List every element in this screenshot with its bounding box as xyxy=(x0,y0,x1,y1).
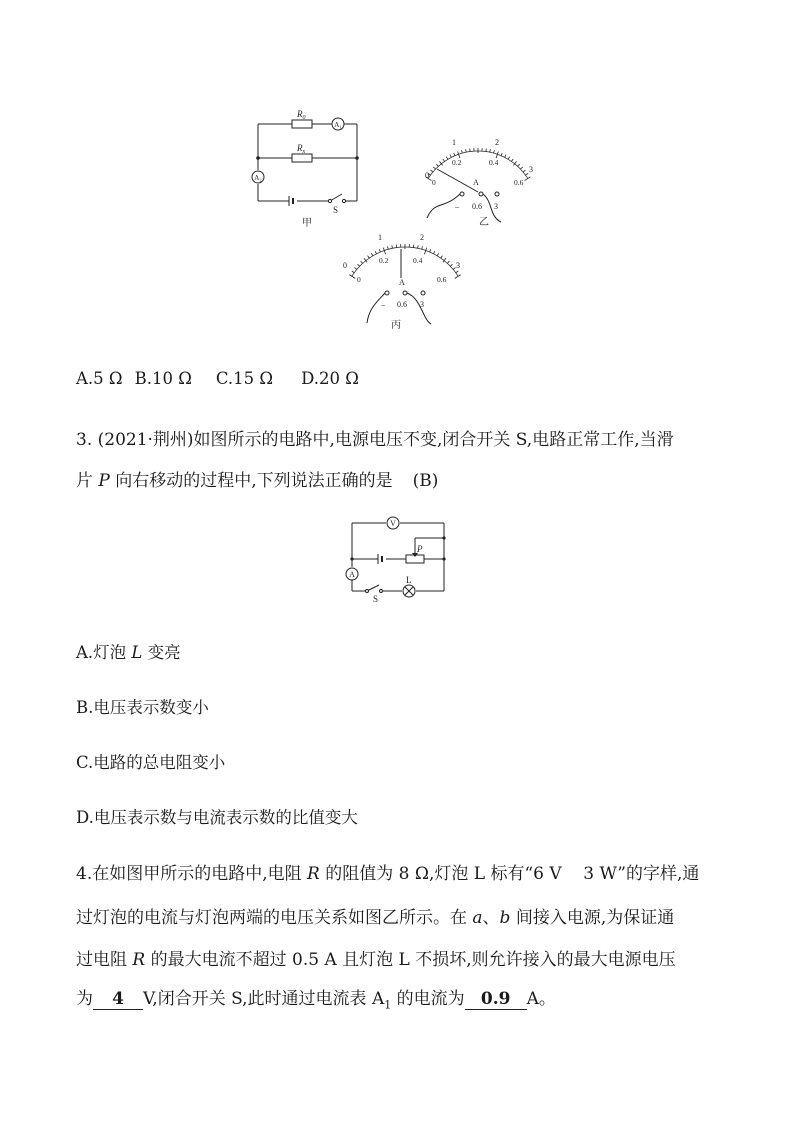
q4-var-b: b xyxy=(499,908,511,928)
ammeter-dial-bing xyxy=(349,244,460,278)
dial-yi-top-0: 0 xyxy=(425,171,429,180)
dial-tick xyxy=(511,159,513,161)
q4-stem-line2 xyxy=(76,903,674,928)
dial-tick xyxy=(431,170,433,172)
q2-option-d: D.20 Ω xyxy=(301,369,359,388)
switch-label: S xyxy=(333,205,339,215)
dial-tick xyxy=(490,149,491,152)
ammeter-symbol: A xyxy=(349,570,355,579)
q2-option-a: A.5 Ω xyxy=(76,369,123,388)
dial-yi-bottom-3: 0.6 xyxy=(514,178,524,187)
dial-bing-top-2: 2 xyxy=(420,233,424,242)
dial-tick xyxy=(441,256,443,258)
q4-text: 的最大电流不超过 0.5 A 且灯泡 L 不损坏,则允许接入的最大电源电压 xyxy=(145,950,676,970)
dial-tick xyxy=(375,251,376,254)
dial-tick xyxy=(446,157,448,160)
q2-option-b: B.10 Ω xyxy=(134,369,192,388)
q4-text: 的电流为 xyxy=(391,989,465,1009)
dial-tick xyxy=(450,264,452,266)
dial-bing-bottom-2: 0.4 xyxy=(413,256,423,265)
dial-tick xyxy=(422,246,423,249)
ammeter-a2-symbol: A₂ xyxy=(254,174,262,182)
dial-bing-bottom-0: 0 xyxy=(357,275,361,284)
q4-stem-line1 xyxy=(76,859,699,884)
q2-options xyxy=(76,369,359,388)
dial-yi-terminal-06: 0.6 xyxy=(472,202,482,211)
q4-stem-line3 xyxy=(76,945,676,970)
dial-tick xyxy=(357,264,359,266)
ammeter-a1-symbol: A₁ xyxy=(334,121,342,129)
dial-tick xyxy=(443,159,445,161)
q4-text: V,闭合开关 S,此时通过电流表 A xyxy=(143,989,385,1009)
dial-tick xyxy=(437,253,439,256)
dial-tick xyxy=(418,245,419,248)
q4-stem-line4 xyxy=(76,984,556,1011)
dial-bing-terminal-neg: – xyxy=(381,300,385,309)
switch-label: S xyxy=(373,594,379,602)
dial-tick xyxy=(379,249,380,252)
q3-answer: (B) xyxy=(412,471,439,491)
dial-tick xyxy=(433,251,434,254)
figure-caption-jia: 甲 xyxy=(302,218,312,229)
dial-tick xyxy=(523,170,525,172)
q2-option-c: C.15 Ω xyxy=(215,369,274,388)
q3-option-d: D.电压表示数与电流表示数的比值变大 xyxy=(76,808,358,827)
dial-bing-unit: A xyxy=(399,278,405,287)
dial-yi-bottom-0: 0 xyxy=(432,178,436,187)
dial-tick xyxy=(520,167,522,169)
slider-label: P xyxy=(417,544,423,554)
figure-circuit-q3 xyxy=(340,512,450,602)
dial-tick xyxy=(371,253,373,256)
dial-yi-bottom-1: 0.2 xyxy=(452,158,462,167)
dial-arc xyxy=(352,247,458,276)
figure-circuit-jia xyxy=(245,100,370,232)
q3-option-a xyxy=(76,639,181,663)
dial-tick xyxy=(368,256,370,258)
q4-text: 的阻值为 8 Ω,灯泡 L 标有“6 V 3 W”的字样,通 xyxy=(319,864,700,884)
dial-tick xyxy=(352,271,354,273)
r0-label: $R_0$ xyxy=(297,109,306,121)
dial-yi-terminal-neg: – xyxy=(455,202,459,211)
q4-text: 过灯泡的电流与灯泡两端的电压关系如图乙所示。在 xyxy=(76,908,473,928)
dial-arc xyxy=(428,151,528,178)
dial-yi-top-1: 1 xyxy=(452,138,456,147)
q4-text: 为 xyxy=(76,989,93,1009)
dial-tick xyxy=(450,155,451,158)
q3-option-text: 变亮 xyxy=(142,643,181,662)
dial-tick xyxy=(392,245,393,248)
dial-yi-top-3: 3 xyxy=(529,165,533,174)
figure-caption-yi: 乙 xyxy=(479,217,489,228)
dial-tick xyxy=(466,149,467,152)
q4-subscript: 1 xyxy=(384,998,392,1012)
dial-yi-needle xyxy=(437,169,478,192)
q4-var-r: R xyxy=(132,950,146,970)
q3-stem-line2 xyxy=(76,466,438,491)
dial-tick xyxy=(447,261,449,263)
q3-var-l: L xyxy=(131,643,143,662)
dial-bing-bottom-3: 0.6 xyxy=(437,275,447,284)
dial-tick xyxy=(361,261,363,263)
dial-tick xyxy=(518,164,520,166)
dial-tick xyxy=(436,164,438,166)
dial-tick xyxy=(454,153,455,156)
dial-bing-top-3: 3 xyxy=(456,261,460,270)
resistor-r0 xyxy=(292,120,312,128)
dial-yi-bottom-2: 0.4 xyxy=(489,158,499,167)
dial-bing-terminal-06: 0.6 xyxy=(397,300,407,309)
q3-option-text: A.灯泡 xyxy=(76,643,132,662)
dial-yi-top-2: 2 xyxy=(495,138,499,147)
q4-answer-blank-1: 4 xyxy=(93,989,143,1010)
dial-yi-terminal-3: 3 xyxy=(494,202,498,211)
dial-tick xyxy=(501,153,502,156)
rx-label: $R_x$ xyxy=(297,143,306,155)
q4-var-a: a xyxy=(472,908,483,928)
q3-text: 向右移动的过程中,下列说法正确的是 xyxy=(109,471,393,491)
dial-tick xyxy=(355,268,357,270)
dial-tick xyxy=(388,246,389,249)
voltmeter-symbol: V xyxy=(390,519,396,528)
q4-text: 过电阻 xyxy=(76,950,133,970)
q3-option-c: C.电路的总电阻变小 xyxy=(76,753,226,772)
dial-yi-unit: A xyxy=(473,178,479,187)
resistor-rx xyxy=(292,154,312,162)
figure-ammeter-bing xyxy=(335,228,475,338)
q3-var-p: P xyxy=(98,471,110,491)
lamp-label: L xyxy=(406,575,412,585)
dial-bing-top-1: 1 xyxy=(378,233,382,242)
dial-tick xyxy=(526,173,528,175)
q3-text: 片 xyxy=(76,471,99,491)
dial-bing-terminal-3: 3 xyxy=(420,300,424,309)
dial-tick xyxy=(505,155,506,158)
q4-text: A。 xyxy=(526,989,556,1009)
q3-stem-line1: 3. (2021·荆州)如图所示的电路中,电源电压不变,闭合开关 S,电路正常工作,当滑 xyxy=(76,430,674,450)
q4-answer-blank-2: 0.9 xyxy=(465,989,527,1010)
dial-tick xyxy=(462,150,463,153)
q4-var-r: R xyxy=(307,864,320,884)
q3-option-b: B.电压表示数变小 xyxy=(76,698,209,717)
dial-bing-top-0: 0 xyxy=(343,261,347,270)
q4-text: 、 xyxy=(482,908,500,928)
q4-text: 间接入电源,为保证通 xyxy=(510,908,675,928)
dial-bing-bottom-1: 0.2 xyxy=(379,256,389,265)
figure-ammeter-yi xyxy=(415,130,545,230)
dial-tick xyxy=(433,167,435,169)
dial-tick xyxy=(430,249,431,252)
q4-text: 4.在如图甲所示的电路中,电阻 xyxy=(76,864,308,884)
dial-tick xyxy=(494,150,495,153)
dial-tick xyxy=(508,157,510,160)
dial-tick xyxy=(456,271,458,273)
figure-caption-bing: 丙 xyxy=(391,320,401,331)
